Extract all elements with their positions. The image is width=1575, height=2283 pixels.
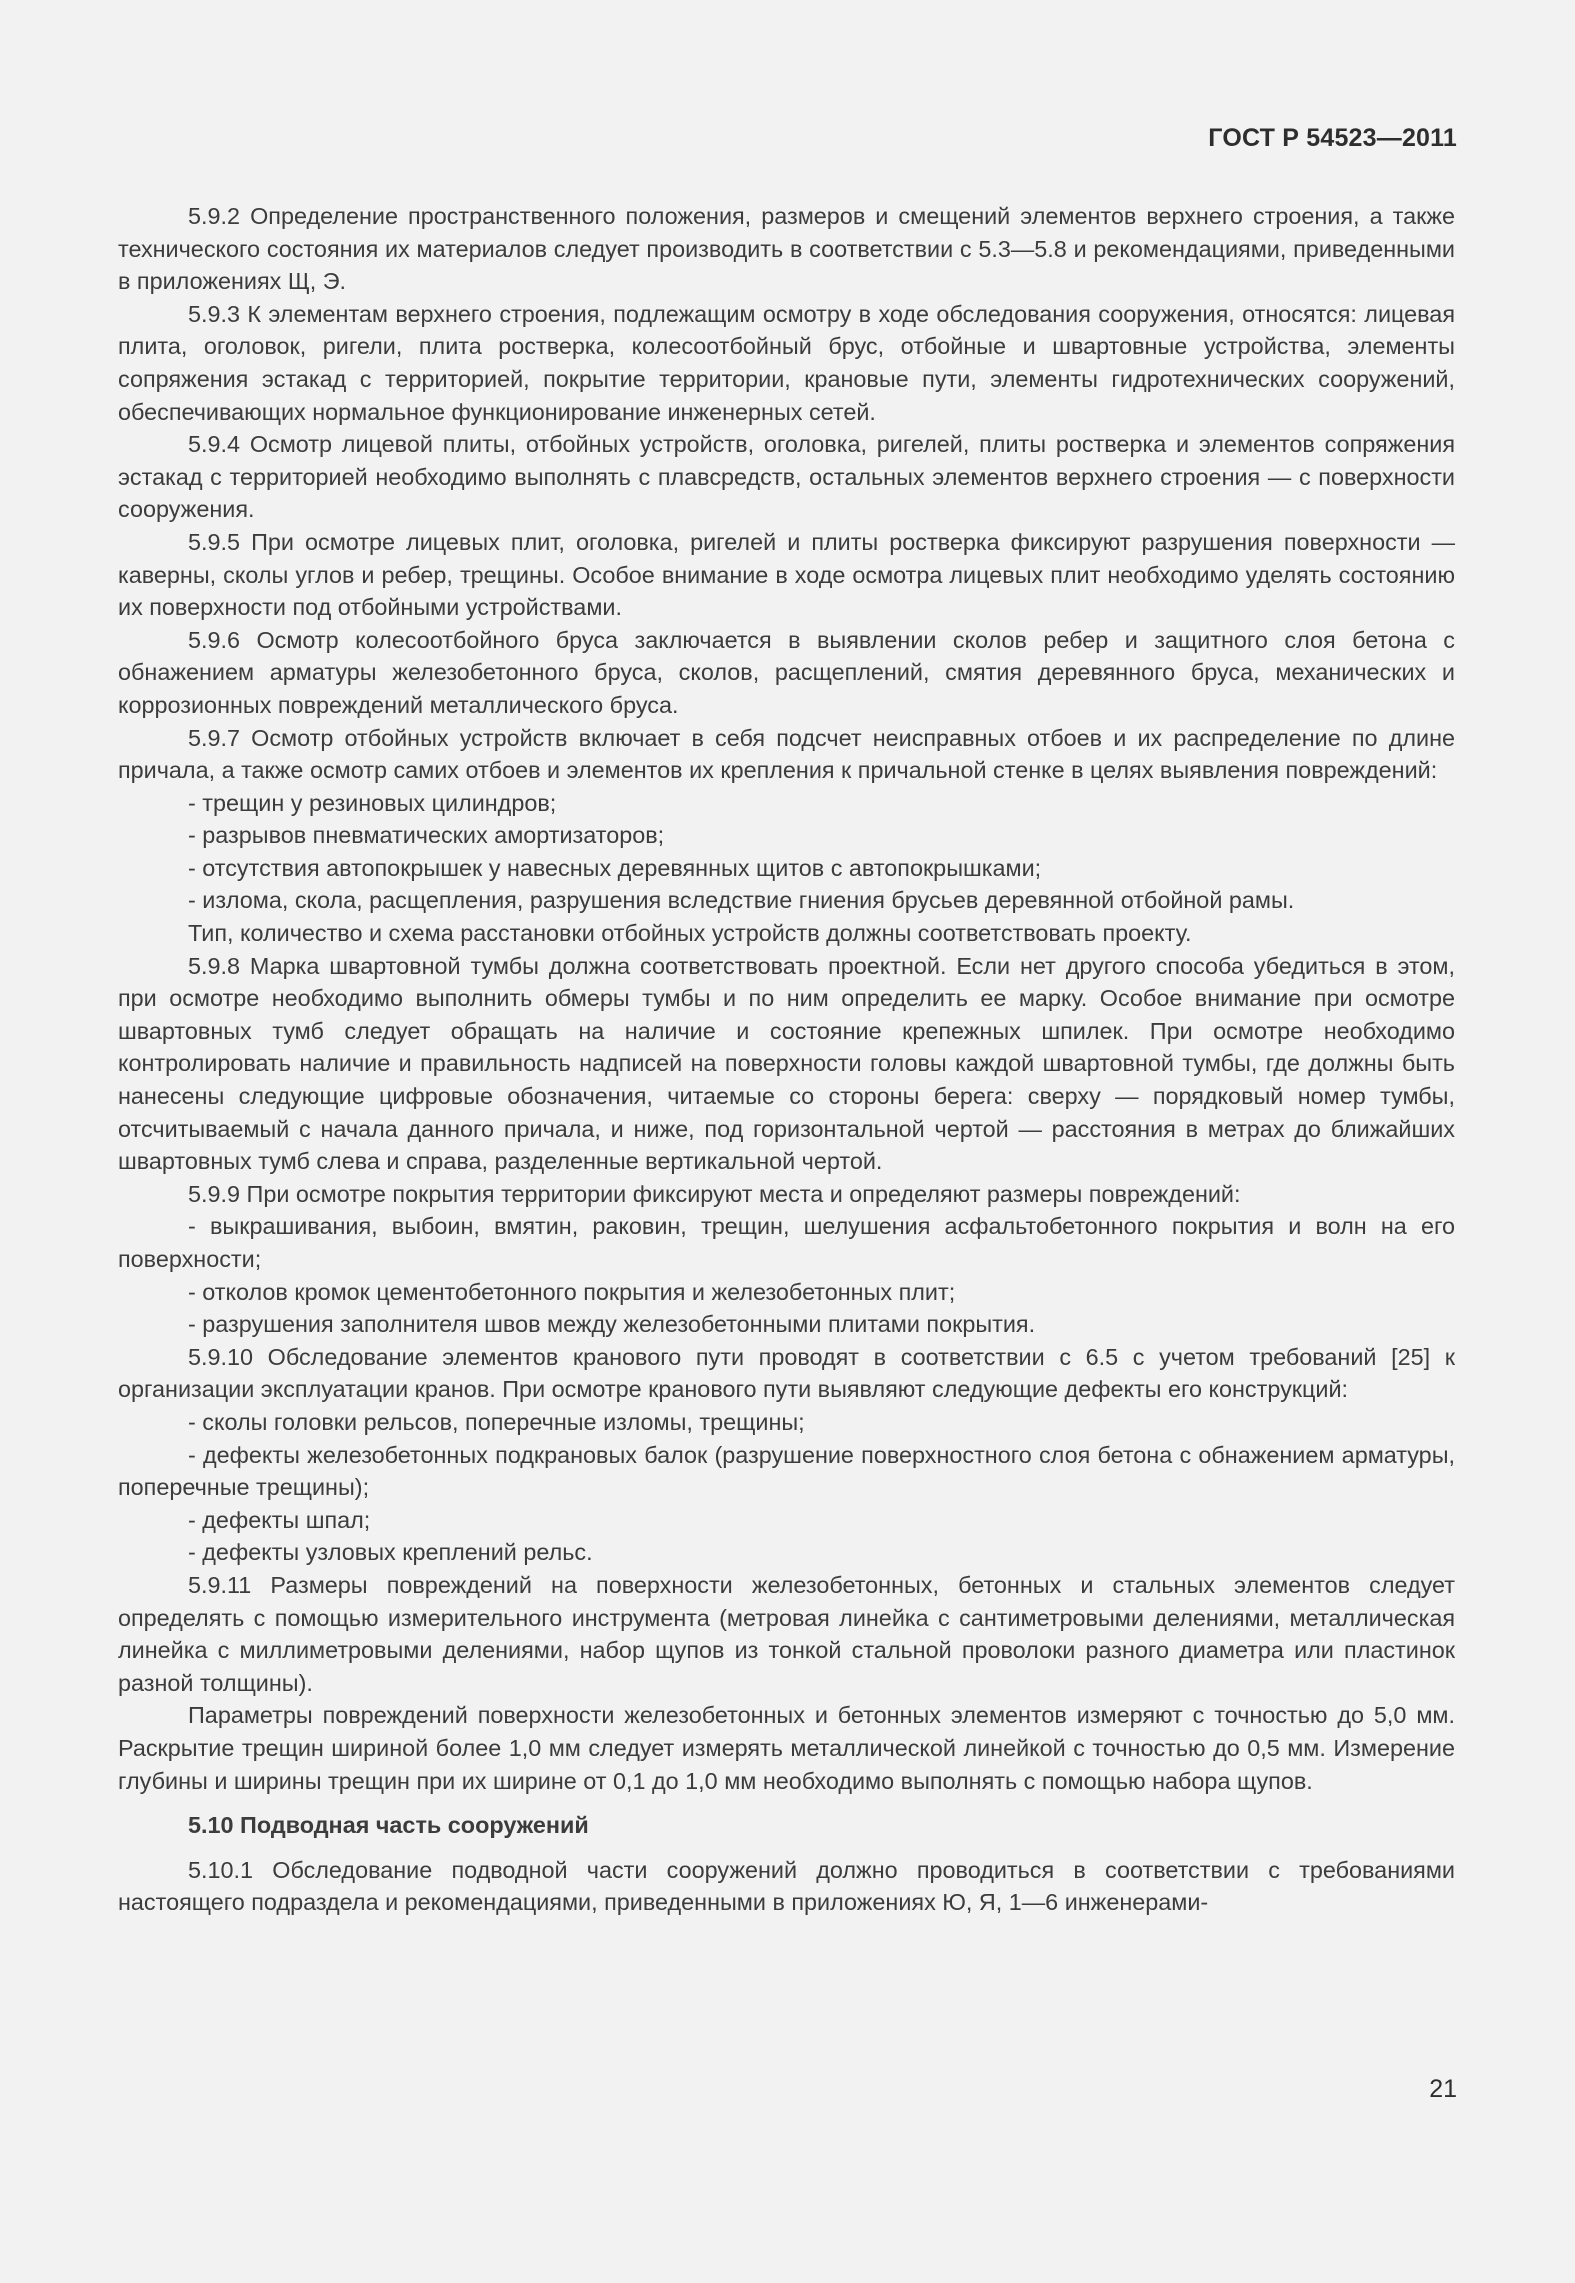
paragraph-5-10-1: 5.10.1 Обследование подводной части сооружений должно проводиться в соответствии с требованиями настоящего подраздела и рекомендациями, приведенными в приложениях Ю, Я, 1—6 инженерами- [118, 1856, 1455, 1916]
list-item: - дефекты шпал; [188, 1506, 371, 1533]
paragraph-5-9-5: 5.9.5 При осмотре лицевых плит, оголовка, ригелей и плиты ростверка фиксируют разрушения поверхности — каверны, сколы углов и ребер, трещины. Особое внимание в ходе осмотра лицевых плит необходимо уделять состоянию их поверхности под отбойными устройствами. [118, 528, 1455, 621]
list-item: - выкрашивания, выбоин, вмятин, раковин, трещин, шелушения асфальтобетонного покрытия и волн на его поверхности; [118, 1213, 1455, 1272]
paragraph-5-9-10: 5.9.10 Обследование элементов кранового пути проводят в соответствии с 6.5 с учетом требований [25] к организации эксплуатации кранов. При осмотре кранового пути выявляют следующие дефекты его конструкций: [118, 1343, 1455, 1403]
paragraph-5-9-11: 5.9.11 Размеры повреждений на поверхности железобетонных, бетонных и стальных элементов следует определять с помощью измерительного инструмента (метровая линейка с сантиметровыми делениями, металлическая линейка с миллиметровыми делениями, набор щупов из тонкой стальной проволоки разного диаметра или пластинок разной толщины). [118, 1571, 1455, 1696]
list-item: - отсутствия автопокрышек у навесных деревянных щитов с автопокрышками; [188, 854, 1042, 881]
paragraph-5-9-7: 5.9.7 Осмотр отбойных устройств включает в себя подсчет неисправных отбоев и их распределение по длине причала, а также осмотр самих отбоев и элементов их крепления к причальной стенке в целях выявления повреждений: [118, 724, 1455, 784]
list-item: - разрывов пневматических амортизаторов; [188, 822, 665, 849]
list-item: - дефекты узловых креплений рельс. [188, 1539, 593, 1566]
document-body [118, 200, 1455, 1919]
list-item: - излома, скола, расщепления, разрушения вследствие гниения брусьев деревянной отбойной рамы. [188, 887, 1295, 914]
paragraph-5-9-9: 5.9.9 При осмотре покрытия территории фиксируют места и определяют размеры повреждений: [188, 1180, 1241, 1207]
page-number: 21 [1429, 2075, 1457, 2103]
standard-header: ГОСТ Р 54523—2011 [1208, 124, 1457, 152]
paragraph-5-9-7-note: Тип, количество и схема расстановки отбойных устройств должны соответствовать проекту. [188, 920, 1192, 947]
section-heading-5-10: 5.10 Подводная часть сооружений [188, 1812, 589, 1839]
paragraph-5-9-4: 5.9.4 Осмотр лицевой плиты, отбойных устройств, оголовка, ригелей, плиты ростверка и элементов сопряжения эстакад с территорией необходимо выполнять с плавсредств, остальных элементов верхнего строения — с поверхности сооружения. [118, 431, 1455, 523]
paragraph-5-9-8: 5.9.8 Марка швартовной тумбы должна соответствовать проектной. Если нет другого способа убедиться в этом, при осмотре необходимо выполнить обмеры тумбы и по ним определить ее марку. Особое внимание при осмотре швартовных тумб следует обращать на наличие и состояние крепежных шпилек. При осмотре необходимо контролировать наличие и правильность надписей на поверхности головы каждой швартовной тумбы, где должны быть нанесены следующие цифровые обозначения, читаемые со стороны берега: сверху — порядковый номер тумбы, отсчитываемый с начала данного причала, и ниже, под горизонтальной чертой — расстояния в метрах до ближайших швартовных тумб слева и справа, разделенные вертикальной чертой. [118, 952, 1455, 1175]
list-item: - сколы головки рельсов, поперечные изломы, трещины; [188, 1408, 805, 1435]
paragraph-5-9-2: 5.9.2 Определение пространственного положения, размеров и смещений элементов верхнего строения, а также технического состояния их материалов следует производить в соответствии с 5.3—5.8 и рекомендациями, приведенными в приложениях Щ, Э. [118, 203, 1455, 295]
paragraph-5-9-11-params: Параметры повреждений поверхности железобетонных и бетонных элементов измеряют с точностью до 5,0 мм. Раскрытие трещин шириной более 1,0 мм следует измерять металлической линейкой с точностью до 0,5 мм. Измерение глубины и ширины трещин при их ширине от 0,1 до 1,0 мм необходимо выполнять с помощью набора щупов. [118, 1702, 1455, 1794]
list-item: - трещин у резиновых цилиндров; [188, 789, 557, 816]
list-item: - разрушения заполнителя швов между железобетонными плитами покрытия. [188, 1311, 1036, 1338]
paragraph-5-9-3: 5.9.3 К элементам верхнего строения, подлежащим осмотру в ходе обследования сооружения, относятся: лицевая плита, оголовок, ригели, плита ростверка, колесоотбойный брус, отбойные и швартовные устройства, элементы сопряжения эстакад с территорией, покрытие территории, крановые пути, элементы гидротехнических сооружений, обеспечивающих нормальное функционирование инженерных сетей. [118, 300, 1455, 425]
list-item: - отколов кромок цементобетонного покрытия и железобетонных плит; [188, 1278, 956, 1305]
list-item: - дефекты железобетонных подкрановых балок (разрушение поверхностного слоя бетона с обнажением арматуры, поперечные трещины); [118, 1441, 1455, 1501]
paragraph-5-9-6: 5.9.6 Осмотр колесоотбойного бруса заключается в выявлении сколов ребер и защитного слоя бетона с обнажением арматуры железобетонного бруса, сколов, расщеплений, смятия деревянного бруса, механических и коррозионных повреждений металлического бруса. [118, 626, 1455, 718]
